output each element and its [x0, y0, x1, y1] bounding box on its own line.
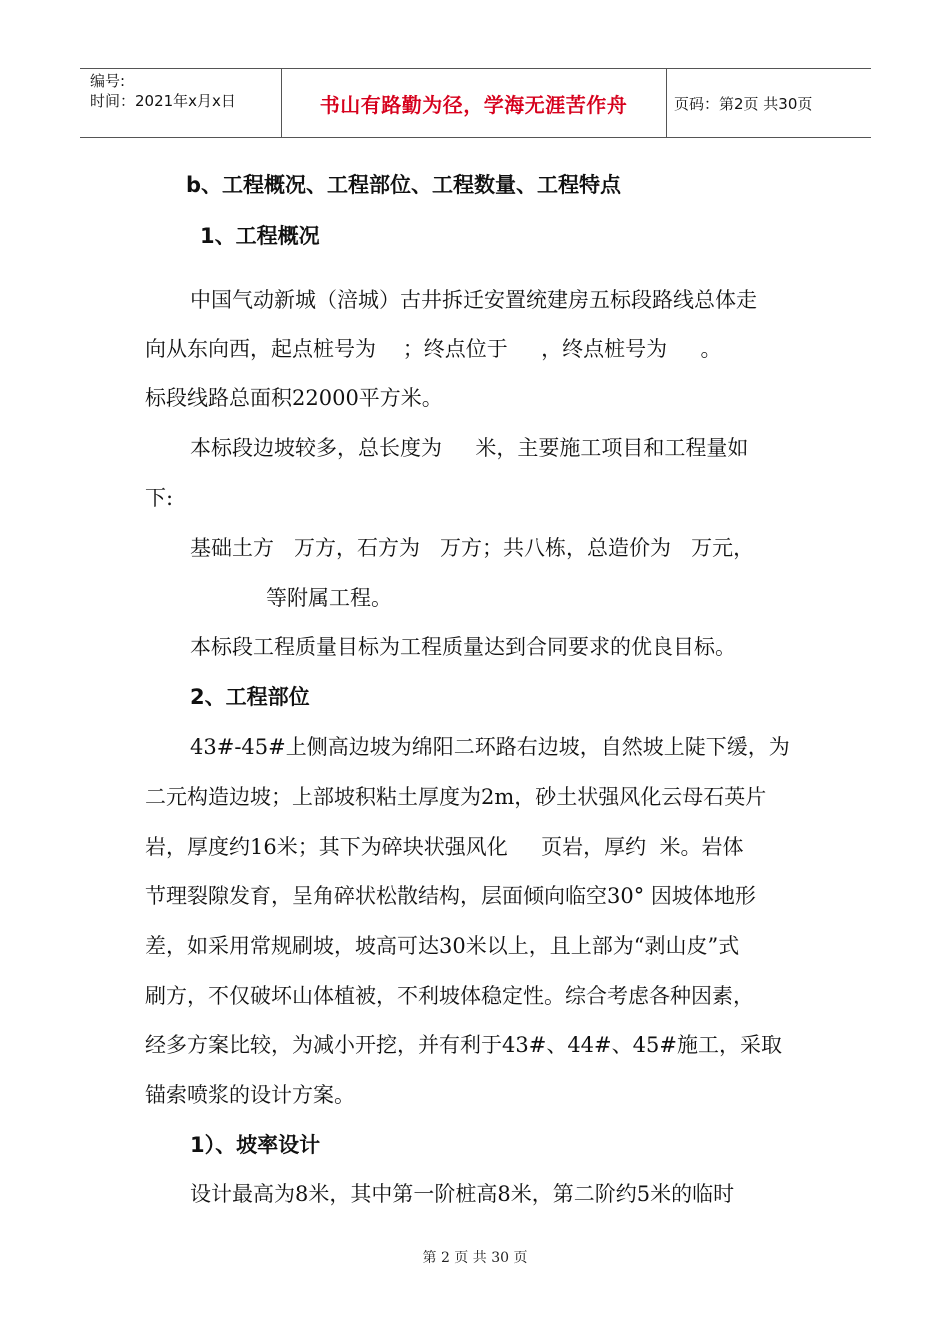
header-page-info: 页码：第2页 共30页 — [674, 94, 813, 113]
paragraph-line: 本标段工程质量目标为工程质量达到合同要求的优良目标。 — [190, 635, 736, 659]
page-footer: 第 2 页 共 30 页 — [422, 1250, 528, 1266]
paragraph-line: 设计最高为8米，其中第一阶桩高8米，第二阶约5米的临时 — [190, 1182, 735, 1206]
number-label: 编号: — [90, 72, 126, 90]
paragraph-line: 经多方案比较，为减小开挖，并有利于43#、44#、45#施工，采取 — [145, 1033, 782, 1057]
paragraph-line: 下: — [145, 486, 174, 510]
paragraph-line: 锚索喷浆的设计方案。 — [145, 1083, 355, 1107]
section-heading-3: 1）、坡率设计 — [190, 1133, 321, 1157]
header-motto: 书山有路勤为径，学海无涯苦作舟 — [319, 92, 628, 117]
paragraph-line: 节理裂隙发育，呈角碎状松散结构，层面倾向临空30° 因坡体地形 — [145, 884, 756, 908]
paragraph-line: 中国气动新城（涪城）古井拆迁安置统建房五标段路线总体走 — [190, 288, 757, 312]
paragraph-line: 本标段边坡较多，总长度为 米，主要施工项目和工程量如 — [190, 436, 749, 460]
paragraph-line: 43#-45#上侧高边坡为绵阳二环路右边坡，自然坡上陡下缓，为 — [190, 735, 790, 759]
header-meta — [90, 71, 236, 111]
time-label: 时间：2021年x月x日 — [90, 92, 236, 110]
section-heading-b: b、工程概况、工程部位、工程数量、工程特点 — [186, 173, 622, 197]
paragraph-line: 标段线路总面积22000平方米。 — [145, 386, 443, 410]
paragraph-line: 岩，厚度约16米；其下为碎块状强风化 页岩，厚约 米。岩体 — [145, 835, 744, 859]
paragraph-line: 差，如采用常规刷坡，坡高可达30米以上，且上部为“剥山皮”式 — [145, 934, 740, 958]
paragraph-line: 基础土方 万方，石方为 万方；共八栋，总造价为 万元， — [190, 536, 755, 560]
section-heading-1: 1、工程概况 — [200, 224, 320, 248]
header-table — [80, 68, 871, 138]
paragraph-line: 向从东向西，起点桩号为 ；终点位于 ，终点桩号为 。 — [145, 337, 722, 361]
section-heading-2: 2、工程部位 — [190, 685, 310, 709]
paragraph-line: 等附属工程。 — [266, 586, 392, 610]
paragraph-line: 刷方，不仅破坏山体植被，不利坡体稳定性。综合考虑各种因素， — [145, 984, 754, 1008]
paragraph-line: 二元构造边坡；上部坡积粘土厚度为2m，砂土状强风化云母石英片 — [145, 785, 767, 809]
